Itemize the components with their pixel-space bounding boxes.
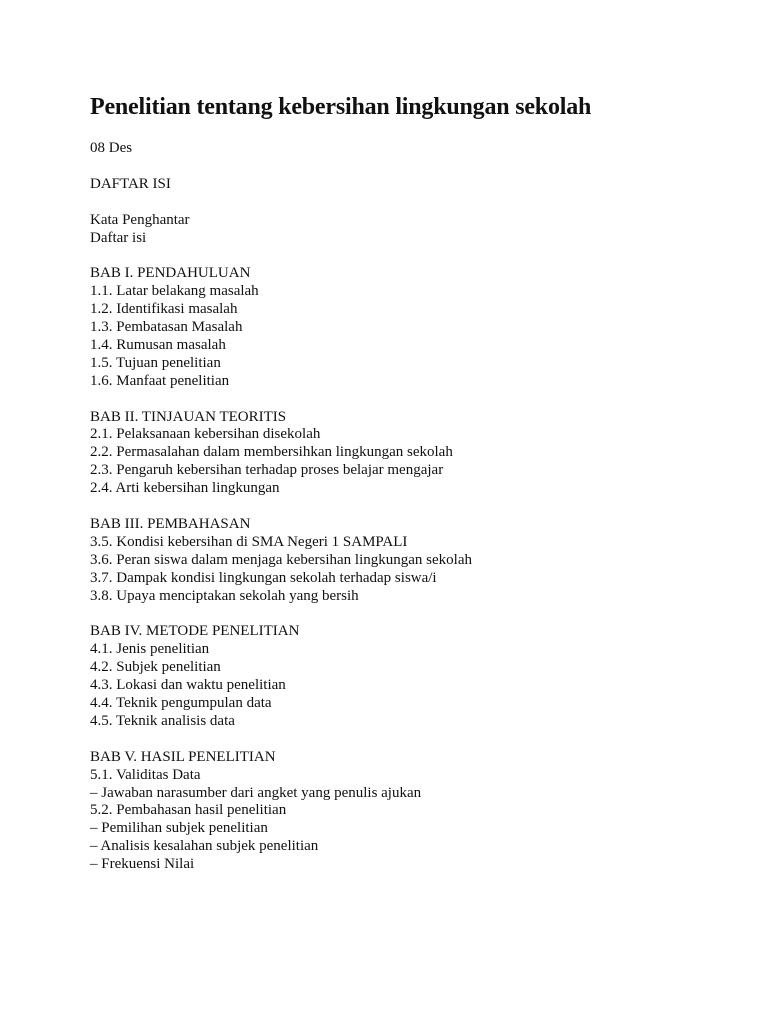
document-page bbox=[90, 92, 740, 874]
toc-item: 1.1. Latar belakang masalah bbox=[90, 283, 259, 300]
spacer bbox=[90, 391, 740, 409]
toc-item: 3.5. Kondisi kebersihan di SMA Negeri 1 SAMPALI bbox=[90, 533, 408, 550]
spacer bbox=[90, 247, 740, 265]
toc-heading: DAFTAR ISI bbox=[90, 175, 171, 192]
toc-item: 1.3. Pembatasan Masalah bbox=[90, 319, 243, 336]
toc-item: 4.1. Jenis penelitian bbox=[90, 641, 210, 658]
document-title: Penelitian tentang kebersihan lingkungan sekolah bbox=[90, 94, 592, 120]
chapter-heading: BAB III. PEMBAHASAN bbox=[90, 515, 251, 532]
front-matter-item: Kata Penghantar bbox=[90, 211, 190, 228]
post-date: 08 Des bbox=[90, 140, 133, 156]
toc-item: 2.4. Arti kebersihan lingkungan bbox=[90, 480, 280, 497]
spacer bbox=[90, 194, 740, 212]
toc-item: 3.8. Upaya menciptakan sekolah yang bersih bbox=[90, 587, 359, 604]
front-matter-item: Daftar isi bbox=[90, 229, 147, 246]
toc-item: 4.3. Lokasi dan waktu penelitian bbox=[90, 677, 286, 694]
chapter-heading: BAB I. PENDAHULUAN bbox=[90, 265, 251, 282]
spacer bbox=[90, 158, 740, 176]
toc-item: 4.2. Subjek penelitian bbox=[90, 659, 221, 676]
toc-item: 5.1. Validitas Data bbox=[90, 766, 201, 783]
spacer bbox=[90, 605, 740, 623]
chapter-heading: BAB II. TINJAUAN TEORITIS bbox=[90, 408, 287, 425]
toc-item: 1.4. Rumusan masalah bbox=[90, 336, 226, 353]
toc-item: 2.3. Pengaruh kebersihan terhadap proses belajar mengajar bbox=[90, 462, 444, 479]
toc-item: 4.4. Teknik pengumpulan data bbox=[90, 695, 272, 711]
spacer bbox=[90, 731, 740, 749]
toc-item: – Frekuensi Nilai bbox=[90, 856, 195, 873]
toc-item: 1.6. Manfaat penelitian bbox=[90, 372, 230, 389]
toc-item: 1.5. Tujuan penelitian bbox=[90, 354, 221, 371]
toc-item: 4.5. Teknik analisis data bbox=[90, 712, 235, 729]
toc-item: 2.1. Pelaksanaan kebersihan disekolah bbox=[90, 426, 321, 443]
toc-item: 1.2. Identifikasi masalah bbox=[90, 301, 238, 318]
spacer bbox=[90, 498, 740, 516]
toc-item: 3.7. Dampak kondisi lingkungan sekolah terhadap siswa/i bbox=[90, 569, 437, 586]
toc-item: 3.6. Peran siswa dalam menjaga kebersihan lingkungan sekolah bbox=[90, 551, 472, 568]
toc-item: – Analisis kesalahan subjek penelitian bbox=[90, 838, 319, 855]
chapter-heading: BAB IV. METODE PENELITIAN bbox=[90, 623, 300, 640]
toc-item: 2.2. Permasalahan dalam membersihkan lingkungan sekolah bbox=[90, 444, 453, 461]
chapter-heading: BAB V. HASIL PENELITIAN bbox=[90, 748, 276, 765]
toc-item: – Pemilihan subjek penelitian bbox=[90, 820, 268, 837]
toc-item: – Jawaban narasumber dari angket yang penulis ajukan bbox=[90, 784, 422, 801]
toc-item: 5.2. Pembahasan hasil penelitian bbox=[90, 802, 287, 819]
